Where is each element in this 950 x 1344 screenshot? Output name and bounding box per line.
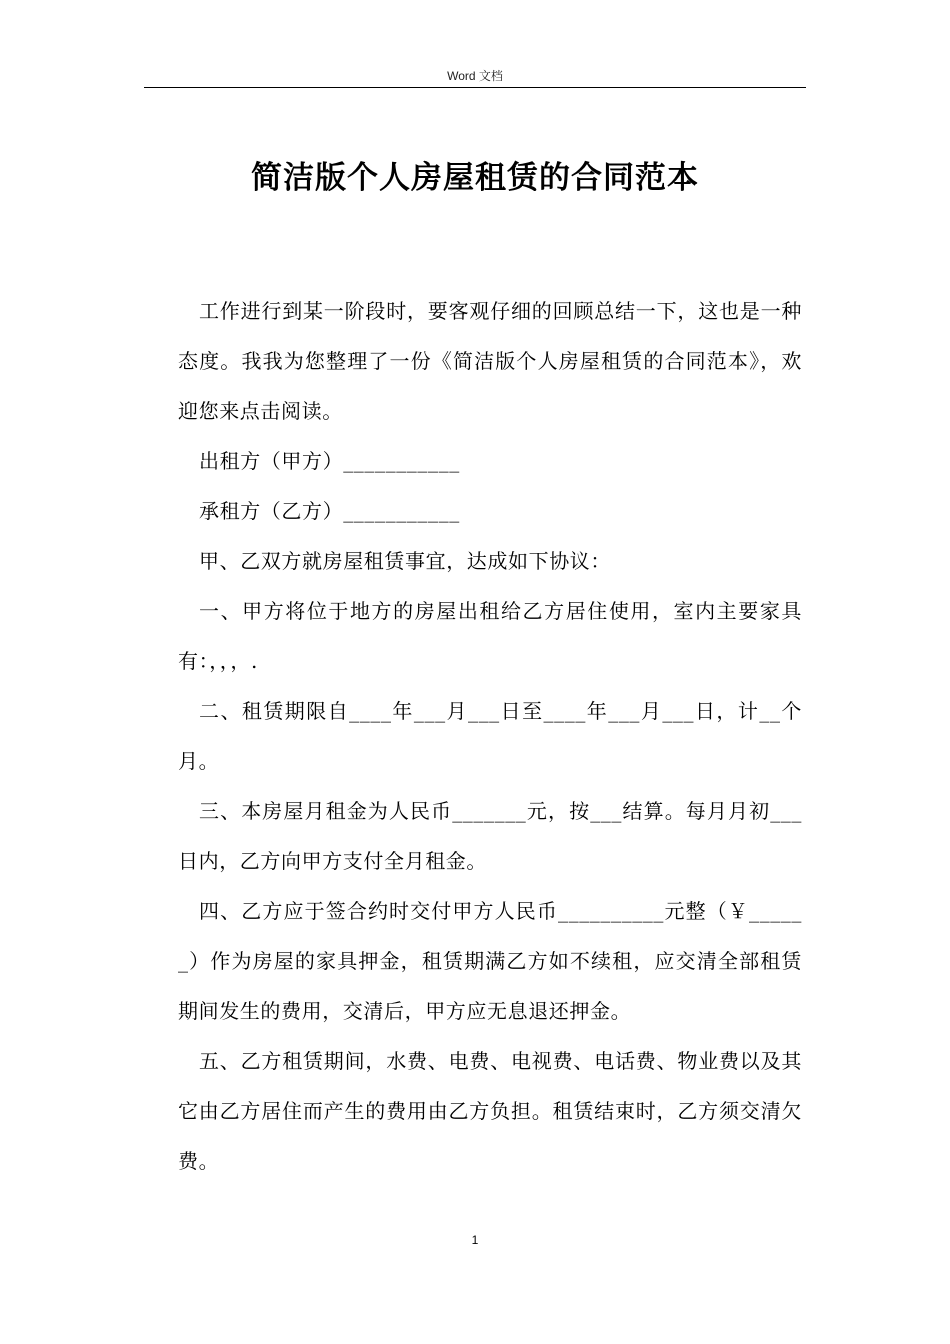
agreement-preamble: 甲、乙双方就房屋租赁事宜，达成如下协议：: [199, 549, 611, 573]
intro-paragraph: 工作进行到某一阶段时，要客观仔细的回顾总结一下，这也是一种态度。我我为您整理了一份《简洁版个人房屋租赁的合同范本》，欢迎您来点击阅读。: [178, 299, 802, 423]
clause-5: 五、乙方租赁期间，水费、电费、电视费、电话费、物业费以及其它由乙方居住而产生的费用由乙方负担。租赁结束时，乙方须交清欠费。: [178, 1049, 802, 1173]
page-header: Word 文档: [447, 69, 503, 83]
document-title: 简洁版个人房屋租赁的合同范本: [251, 160, 699, 196]
document-body: [178, 286, 802, 1186]
page-number: 1: [471, 1233, 479, 1247]
clause-2: 二、租赁期限自____年___月___日至____年___月___日，计__个月。: [178, 699, 802, 773]
lessee-line: 承租方（乙方）___________: [199, 499, 460, 523]
clause-4: 四、乙方应于签合约时交付甲方人民币__________元整（￥______）作为房屋的家具押金，租赁期满乙方如不续租，应交清全部租赁期间发生的费用，交清后，甲方应无息退还押金。: [178, 899, 802, 1023]
header-divider: [144, 87, 806, 88]
clause-1: 一、甲方将位于地方的房屋出租给乙方居住使用，室内主要家具有：，，，.: [178, 599, 802, 673]
lessor-line: 出租方（甲方）___________: [199, 449, 460, 473]
clause-3: 三、本房屋月租金为人民币_______元，按___结算。每月月初___日内，乙方向甲方支付全月租金。: [178, 799, 802, 873]
